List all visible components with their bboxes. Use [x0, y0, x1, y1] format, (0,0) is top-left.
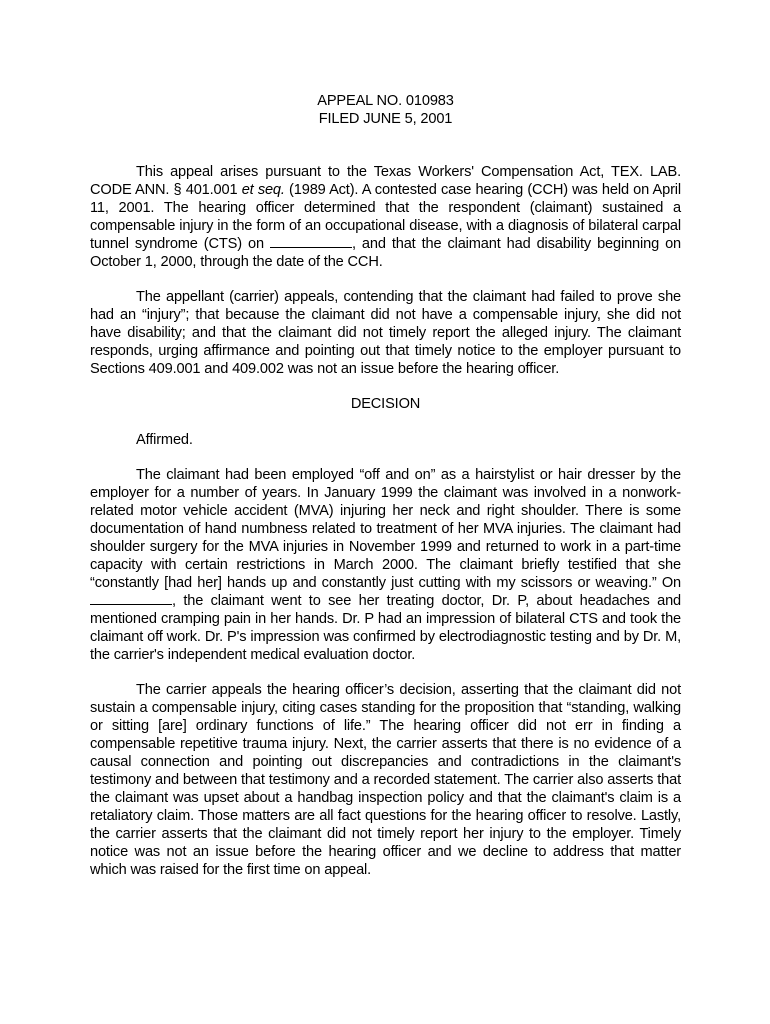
paragraph-intro-text-2: (1989 Act). A contested case hearing (CCH) was held on April 11, 2001. The hearing officer determined that the respondent (claimant) sustained a compensable injury in the form of an occupational disease, with a diagnosis of bilateral carpal tunnel syndrome (CTS) on — [90, 182, 681, 252]
filed-date: FILED JUNE 5, 2001 — [318, 111, 453, 127]
paragraph-analysis: The carrier appeals the hearing officer’s decision, asserting that the claimant did not sustain a compensable injury, citing cases standing for the proposition that “standing, walking or sitting [are] ordinary functions of life.” The hearing officer did not err in finding a compensable repetitive trauma injury. Next, the carrier asserts that there is no evidence of a causal connection and pointing out discrepancies and contradictions in the claimant's testimony and between that testimony and a recorded statement. The carrier also asserts that the claimant was upset about a handbag inspection policy and that the claimant's claim is a retaliatory claim. Those matters are all fact questions for the hearing officer to resolve. Lastly, the carrier asserts that the claimant did not timely report her injury to the employer. Timely notice was not an issue before the hearing officer and we decline to address that matter which was raised for the first time on appeal. — [90, 682, 681, 878]
paragraph-appeal: The appellant (carrier) appeals, contending that the claimant had failed to prove she had an “injury”; that because the claimant did not have a compensable injury, she did not have disability; and that the claimant did not timely report the alleged injury. The claimant responds, urging affirmance and pointing out that timely notice to the employer pursuant to Sections 409.001 and 409.002 was not an issue before the hearing officer. — [90, 289, 681, 377]
appeal-number: APPEAL NO. 010983 — [317, 93, 454, 109]
paragraph-facts-text-1: The claimant had been employed “off and on” as a hairstylist or hair dresser by the employer for a number of years. In January 1999 the claimant was involved in a nonwork-related motor vehicle accident (MVA) injuring her neck and right shoulder. There is some documentation of hand numbness related to treatment of her MVA injuries. The claimant had shoulder surgery for the MVA injuries in November 1999 and returned to work in a part-time capacity with certain restrictions in March 2000. The claimant briefly testified that she “constantly [had her] hands up and constantly just cutting with my scissors or weaving.” On — [90, 467, 681, 591]
paragraph-facts — [90, 466, 681, 664]
document-page — [90, 92, 681, 896]
paragraph-intro-italic: et seq. — [241, 182, 285, 198]
paragraph-affirmed: Affirmed. — [136, 432, 193, 448]
paragraph-intro — [90, 163, 681, 271]
redacted-date-blank — [270, 235, 352, 248]
paragraph-intro-text-1: This appeal arises pursuant to the Texas Workers' Compensation Act, TEX. LAB. CODE ANN. § 401.001 — [90, 164, 681, 198]
redacted-date-blank — [90, 592, 172, 605]
paragraph-intro-text-3: , and that the claimant had disability beginning on October 1, 2000, through the date of the CCH. — [90, 236, 681, 270]
paragraph-facts-text-2: , the claimant went to see her treating doctor, Dr. P, about headaches and mentioned cramping pain in her hands. Dr. P had an impression of bilateral CTS and took the claimant off work. Dr. P's impression was confirmed by electrodiagnostic testing and by Dr. M, the carrier's independent medical evaluation doctor. — [90, 593, 681, 663]
document-header — [90, 92, 681, 128]
decision-heading: DECISION — [350, 396, 421, 412]
